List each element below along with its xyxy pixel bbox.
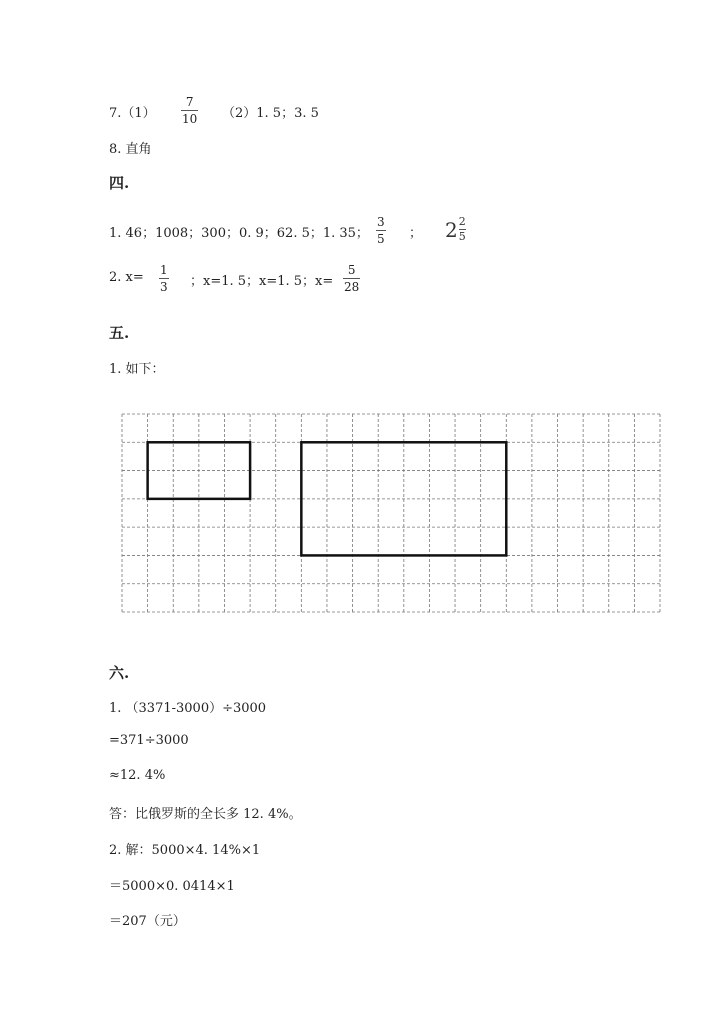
section-5-title: 五.	[109, 324, 130, 342]
s4-q2-f1-denominator: 3	[160, 280, 168, 294]
s4-q1-text: 1. 46；1008；300；0. 9；62. 5；1. 35；	[109, 226, 369, 241]
mixed-denominator: 5	[458, 230, 466, 243]
q7-part2: （2）1. 5；3. 5	[222, 106, 319, 121]
s6-line-5: 2. 解：5000×4. 14%×1	[109, 843, 261, 858]
s4-q2-f1-numerator: 1	[160, 263, 168, 277]
mixed-whole: 2	[445, 217, 458, 242]
q7-prefix: 7.（1）	[109, 106, 156, 121]
s4-q1-frac-denominator: 5	[377, 232, 385, 246]
grid-lines	[122, 414, 660, 612]
s6-line-1: 1. （3371-3000）÷3000	[109, 701, 267, 716]
s4-q1-separator: ；	[409, 226, 423, 241]
s6-line-6: ＝5000×0. 0414×1	[109, 879, 235, 894]
s4-q2-middle: ；x=1. 5；x=1. 5；x=	[190, 274, 334, 289]
q8-answer: 8. 直角	[109, 142, 152, 157]
s6-answer-1: 答：比俄罗斯的全长多 12. 4%。	[109, 807, 302, 822]
s5-q1-text: 1. 如下：	[109, 362, 165, 377]
s6-line-3: ≈12. 4%	[109, 768, 166, 783]
s6-line-7: ＝207（元）	[109, 914, 186, 929]
s6-line-2: =371÷3000	[109, 733, 189, 748]
s4-q2-prefix: 2. x=	[109, 270, 144, 285]
section-4-title: 四.	[109, 174, 130, 192]
s4-q2-f2-numerator: 5	[347, 263, 356, 277]
mixed-numerator: 2	[458, 215, 466, 228]
section-6-title: 六.	[109, 664, 130, 682]
q7-frac-denominator: 10	[182, 112, 198, 126]
s4-q2-f2-denominator: 28	[344, 280, 360, 294]
s4-q1-frac-numerator: 3	[377, 215, 385, 229]
q7-frac-numerator: 7	[185, 95, 194, 109]
